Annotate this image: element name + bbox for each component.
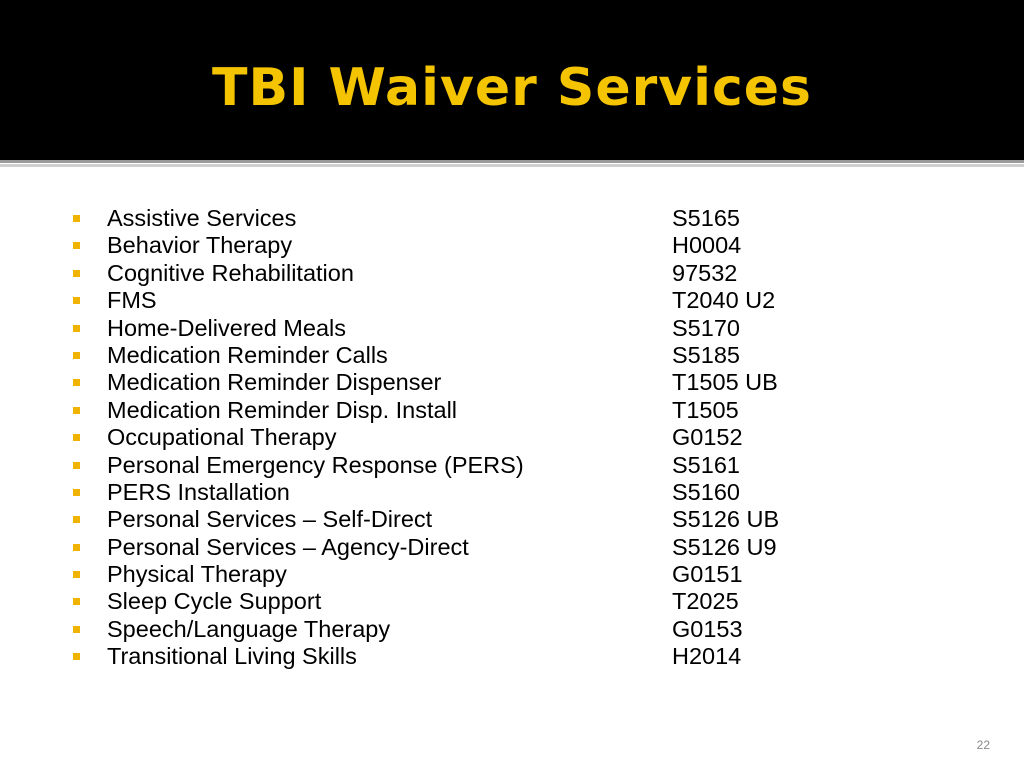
service-name: Speech/Language Therapy — [107, 615, 391, 642]
bullet-square-icon — [73, 571, 80, 578]
bullet-square-icon — [73, 653, 80, 660]
bullet-square-icon — [73, 242, 80, 249]
service-name: Physical Therapy — [107, 561, 287, 588]
service-code: S5126 U9 — [672, 533, 777, 560]
slide-title: TBI Waiver Services — [211, 58, 812, 118]
service-row — [70, 588, 950, 615]
bullet-square-icon — [73, 297, 80, 304]
service-row — [70, 561, 950, 588]
service-name: Transitional Living Skills — [107, 643, 357, 670]
service-code: S5165 — [672, 205, 740, 231]
service-row — [70, 369, 950, 396]
service-code: G0153 — [672, 615, 743, 642]
service-code: H2014 — [672, 643, 742, 670]
service-row — [70, 205, 950, 232]
title-divider-light — [0, 164, 1024, 167]
service-row — [70, 534, 950, 561]
service-name: FMS — [107, 287, 157, 314]
service-code: T2040 U2 — [672, 287, 776, 314]
bullet-square-icon — [73, 544, 80, 551]
service-name: Medication Reminder Calls — [107, 341, 388, 368]
service-code: S5126 UB — [672, 506, 780, 533]
service-code: S5170 — [672, 314, 740, 341]
service-row — [70, 287, 950, 314]
service-name: Cognitive Rehabilitation — [107, 259, 354, 286]
service-row — [70, 479, 950, 506]
page-number: 22 — [976, 738, 990, 752]
service-code: G0151 — [672, 561, 743, 588]
service-code: T1505 — [672, 396, 739, 423]
service-name: Personal Services – Self-Direct — [107, 506, 433, 533]
service-row — [70, 232, 950, 259]
service-code: 97532 — [672, 259, 738, 286]
service-row — [70, 342, 950, 369]
service-code: S5185 — [672, 341, 740, 368]
service-name: Medication Reminder Dispenser — [107, 369, 442, 396]
service-name: Personal Services – Agency-Direct — [107, 533, 469, 560]
service-row — [70, 506, 950, 533]
service-name: Behavior Therapy — [107, 232, 293, 259]
title-bar — [0, 0, 1024, 160]
service-row — [70, 260, 950, 287]
bullet-square-icon — [73, 379, 80, 386]
service-code: S5161 — [672, 451, 740, 478]
service-code: H0004 — [672, 232, 742, 259]
service-row — [70, 424, 950, 451]
service-name: Home-Delivered Meals — [107, 314, 346, 341]
service-name: Sleep Cycle Support — [107, 588, 322, 615]
service-row — [70, 616, 950, 643]
service-row — [70, 452, 950, 479]
bullet-square-icon — [73, 462, 80, 469]
service-code: T1505 UB — [672, 369, 778, 396]
service-name: Medication Reminder Disp. Install — [107, 396, 458, 423]
bullet-square-icon — [73, 516, 80, 523]
bullet-square-icon — [73, 270, 80, 277]
title-divider-dark — [0, 160, 1024, 163]
service-row — [70, 315, 950, 342]
bullet-square-icon — [73, 598, 80, 605]
service-name: Occupational Therapy — [107, 424, 337, 451]
bullet-square-icon — [73, 352, 80, 359]
bullet-square-icon — [73, 434, 80, 441]
service-list — [70, 205, 950, 671]
bullet-square-icon — [73, 489, 80, 496]
service-row — [70, 643, 950, 670]
bullet-square-icon — [73, 626, 80, 633]
service-name: Personal Emergency Response (PERS) — [107, 451, 524, 478]
bullet-square-icon — [73, 325, 80, 332]
service-code: T2025 — [672, 588, 739, 615]
service-code: G0152 — [672, 424, 743, 451]
bullet-square-icon — [73, 407, 80, 414]
bullet-square-icon — [73, 215, 80, 222]
service-row — [70, 397, 950, 424]
service-name: PERS Installation — [107, 478, 290, 505]
service-code: S5160 — [672, 478, 740, 505]
service-name: Assistive Services — [107, 205, 297, 231]
